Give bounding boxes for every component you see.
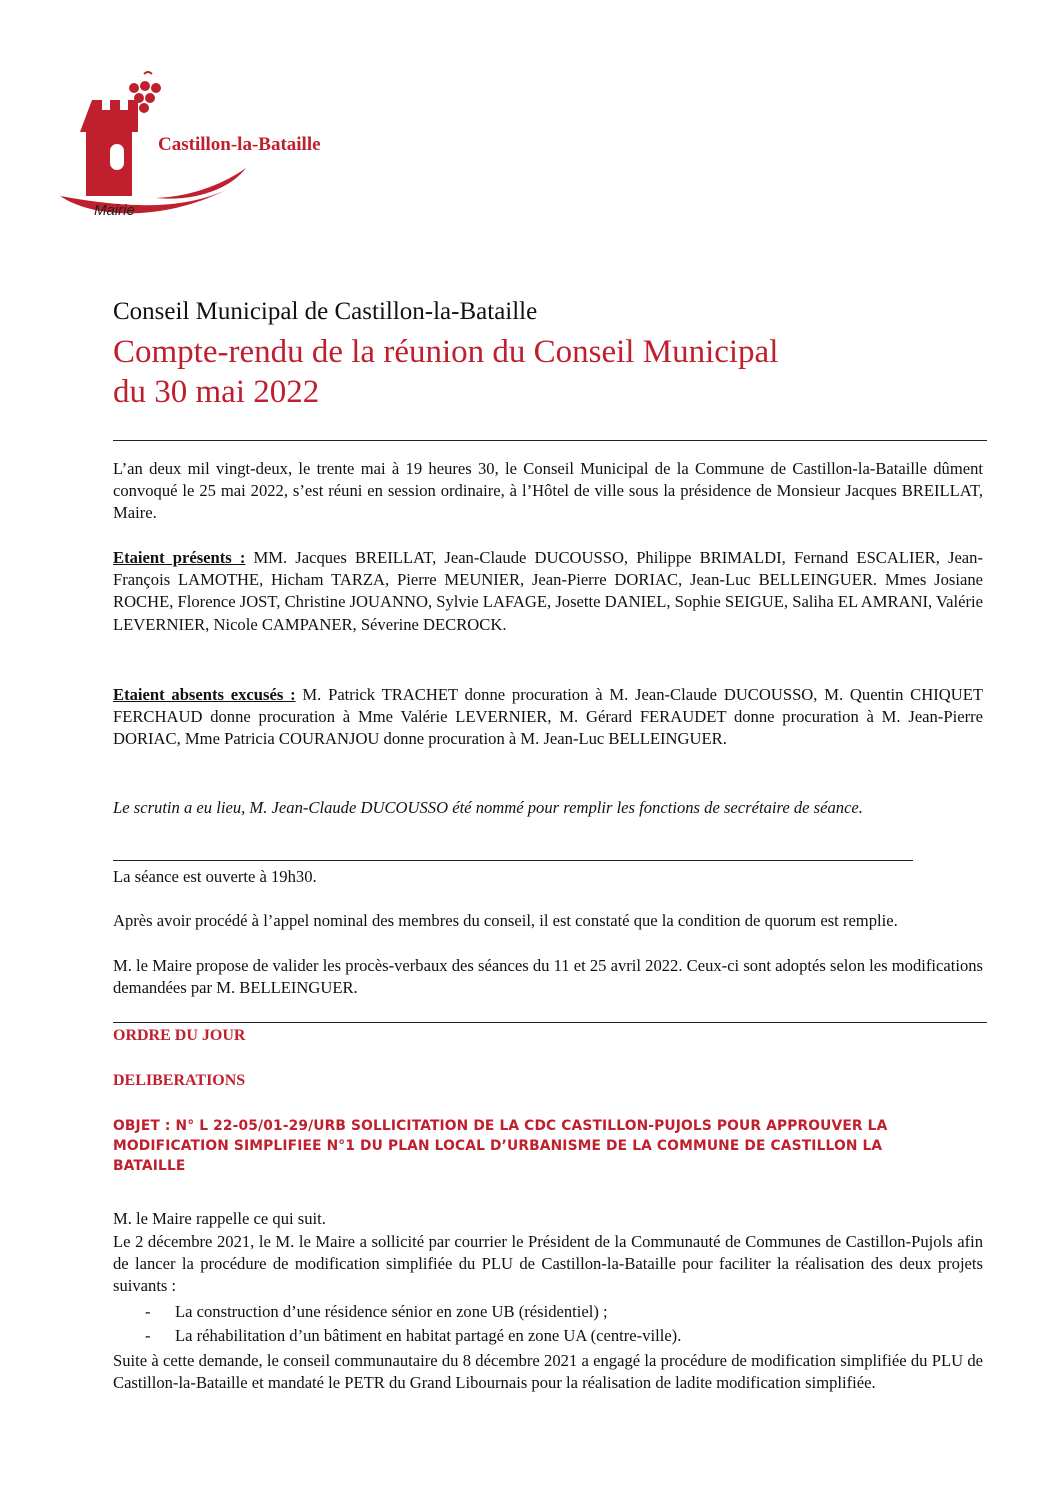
- deliberations-heading: DELIBERATIONS: [113, 1072, 246, 1089]
- rappel-text: M. le Maire rappelle ce qui suit.: [113, 1209, 326, 1228]
- top-divider: [113, 440, 987, 441]
- present-paragraph: [113, 547, 983, 636]
- objet-heading: OBJET : N° L 22-05/01-29/URB SOLLICITATION DE LA CDC CASTILLON-PUJOLS POUR APPROUVER LA MODIFICATION SIMPLIFIEE N°1 DU PLAN LOCAL D’URBANISME DE LA COMMUNE DE CASTILLON LA BATAILLE: [113, 1118, 888, 1174]
- logo-text: Castillon-la-Bataille: [158, 134, 321, 155]
- title-line-2: du 30 mai 2022: [113, 374, 320, 410]
- body-paragraph-2: Suite à cette demande, le conseil communautaire du 8 décembre 2021 a engagé la procédure de modification simplifiée du PLU de Castillon-la-Bataille et mandaté le PETR du Grand Libournais pour la réalisation de ladite modification simplifiée.: [113, 1351, 983, 1393]
- list-item: - La construction d’une résidence sénior en zone UB (résidentiel) ;: [145, 1302, 608, 1321]
- scrutin-paragraph: Le scrutin a eu lieu, M. Jean-Claude DUCOUSSO été nommé pour remplir les fonctions de secrétaire de séance.: [113, 798, 863, 817]
- list-item: - La réhabilitation d’un bâtiment en habitat partagé en zone UA (centre-ville).: [145, 1326, 682, 1345]
- title-line-1: Compte-rendu de la réunion du Conseil Municipal: [113, 334, 779, 370]
- mairie-label: Mairie: [94, 202, 135, 219]
- absent-paragraph: [113, 684, 983, 751]
- absent-text: M. Patrick TRACHET donne procuration à M. Jean-Claude DUCOUSSO, M. Quentin CHIQUET FERCHAUD donne procuration à Mme Valérie LEVERNIER, M. Gérard FERAUDET donne procuration à M. Jean-Pierre DORIAC, Mme Patricia COURANJOU donne procuration à M. Jean-Luc BELLEINGUER.: [113, 685, 983, 749]
- opening-text: La séance est ouverte à 19h30.: [113, 867, 317, 886]
- mid-divider: [113, 860, 913, 861]
- present-text: MM. Jacques BREILLAT, Jean-Claude DUCOUSSO, Philippe BRIMALDI, Fernand ESCALIER, Jean-François LAMOTHE, Hicham TARZA, Pierre MEUNIER, Jean-Pierre DORIAC, Jean-Luc BELLEINGUER. Mmes Josiane ROCHE, Florence JOST, Christine JOUANNO, Sylvie LAFAGE, Josette DANIEL, Sophie SEIGUE, Saliha EL AMRANI, Valérie LEVERNIER, Nicole CAMPANER, Séverine DECROCK.: [113, 548, 984, 634]
- intro-paragraph: L’an deux mil vingt-deux, le trente mai à 19 heures 30, le Conseil Municipal de la Commune de Castillon-la-Bataille dûment convoqué le 25 mai 2022, s’est réuni en session ordinaire, à l’Hôtel de ville sous la présidence de Monsieur Jacques BREILLAT, Maire.: [113, 459, 983, 523]
- absent-label: Etaient absents excusés :: [113, 685, 296, 704]
- ordre-du-jour-heading: ORDRE DU JOUR: [113, 1027, 246, 1044]
- quorum-paragraph: Après avoir procédé à l’appel nominal des membres du conseil, il est constaté que la condition de quorum est remplie.: [113, 911, 898, 930]
- present-label: Etaient présents :: [113, 548, 246, 567]
- body-paragraph-1: Le 2 décembre 2021, le M. le Maire a sollicité par courrier le Président de la Communauté de Communes de Castillon-Pujols afin de lancer la procédure de modification simplifiée du PLU de Castillon-la-Bataille pour faciliter la réalisation des deux projets suivants :: [113, 1232, 983, 1296]
- page-title: [113, 332, 778, 412]
- pv-paragraph: M. le Maire propose de valider les procès-verbaux des séances du 11 et 25 avril 2022. Ceux-ci sont adoptés selon les modifications demandées par M. BELLEINGUER.: [113, 956, 983, 998]
- agenda-divider: [113, 1022, 987, 1023]
- council-name: Conseil Municipal de Castillon-la-Bataille: [113, 298, 538, 325]
- tower-icon: [80, 100, 138, 196]
